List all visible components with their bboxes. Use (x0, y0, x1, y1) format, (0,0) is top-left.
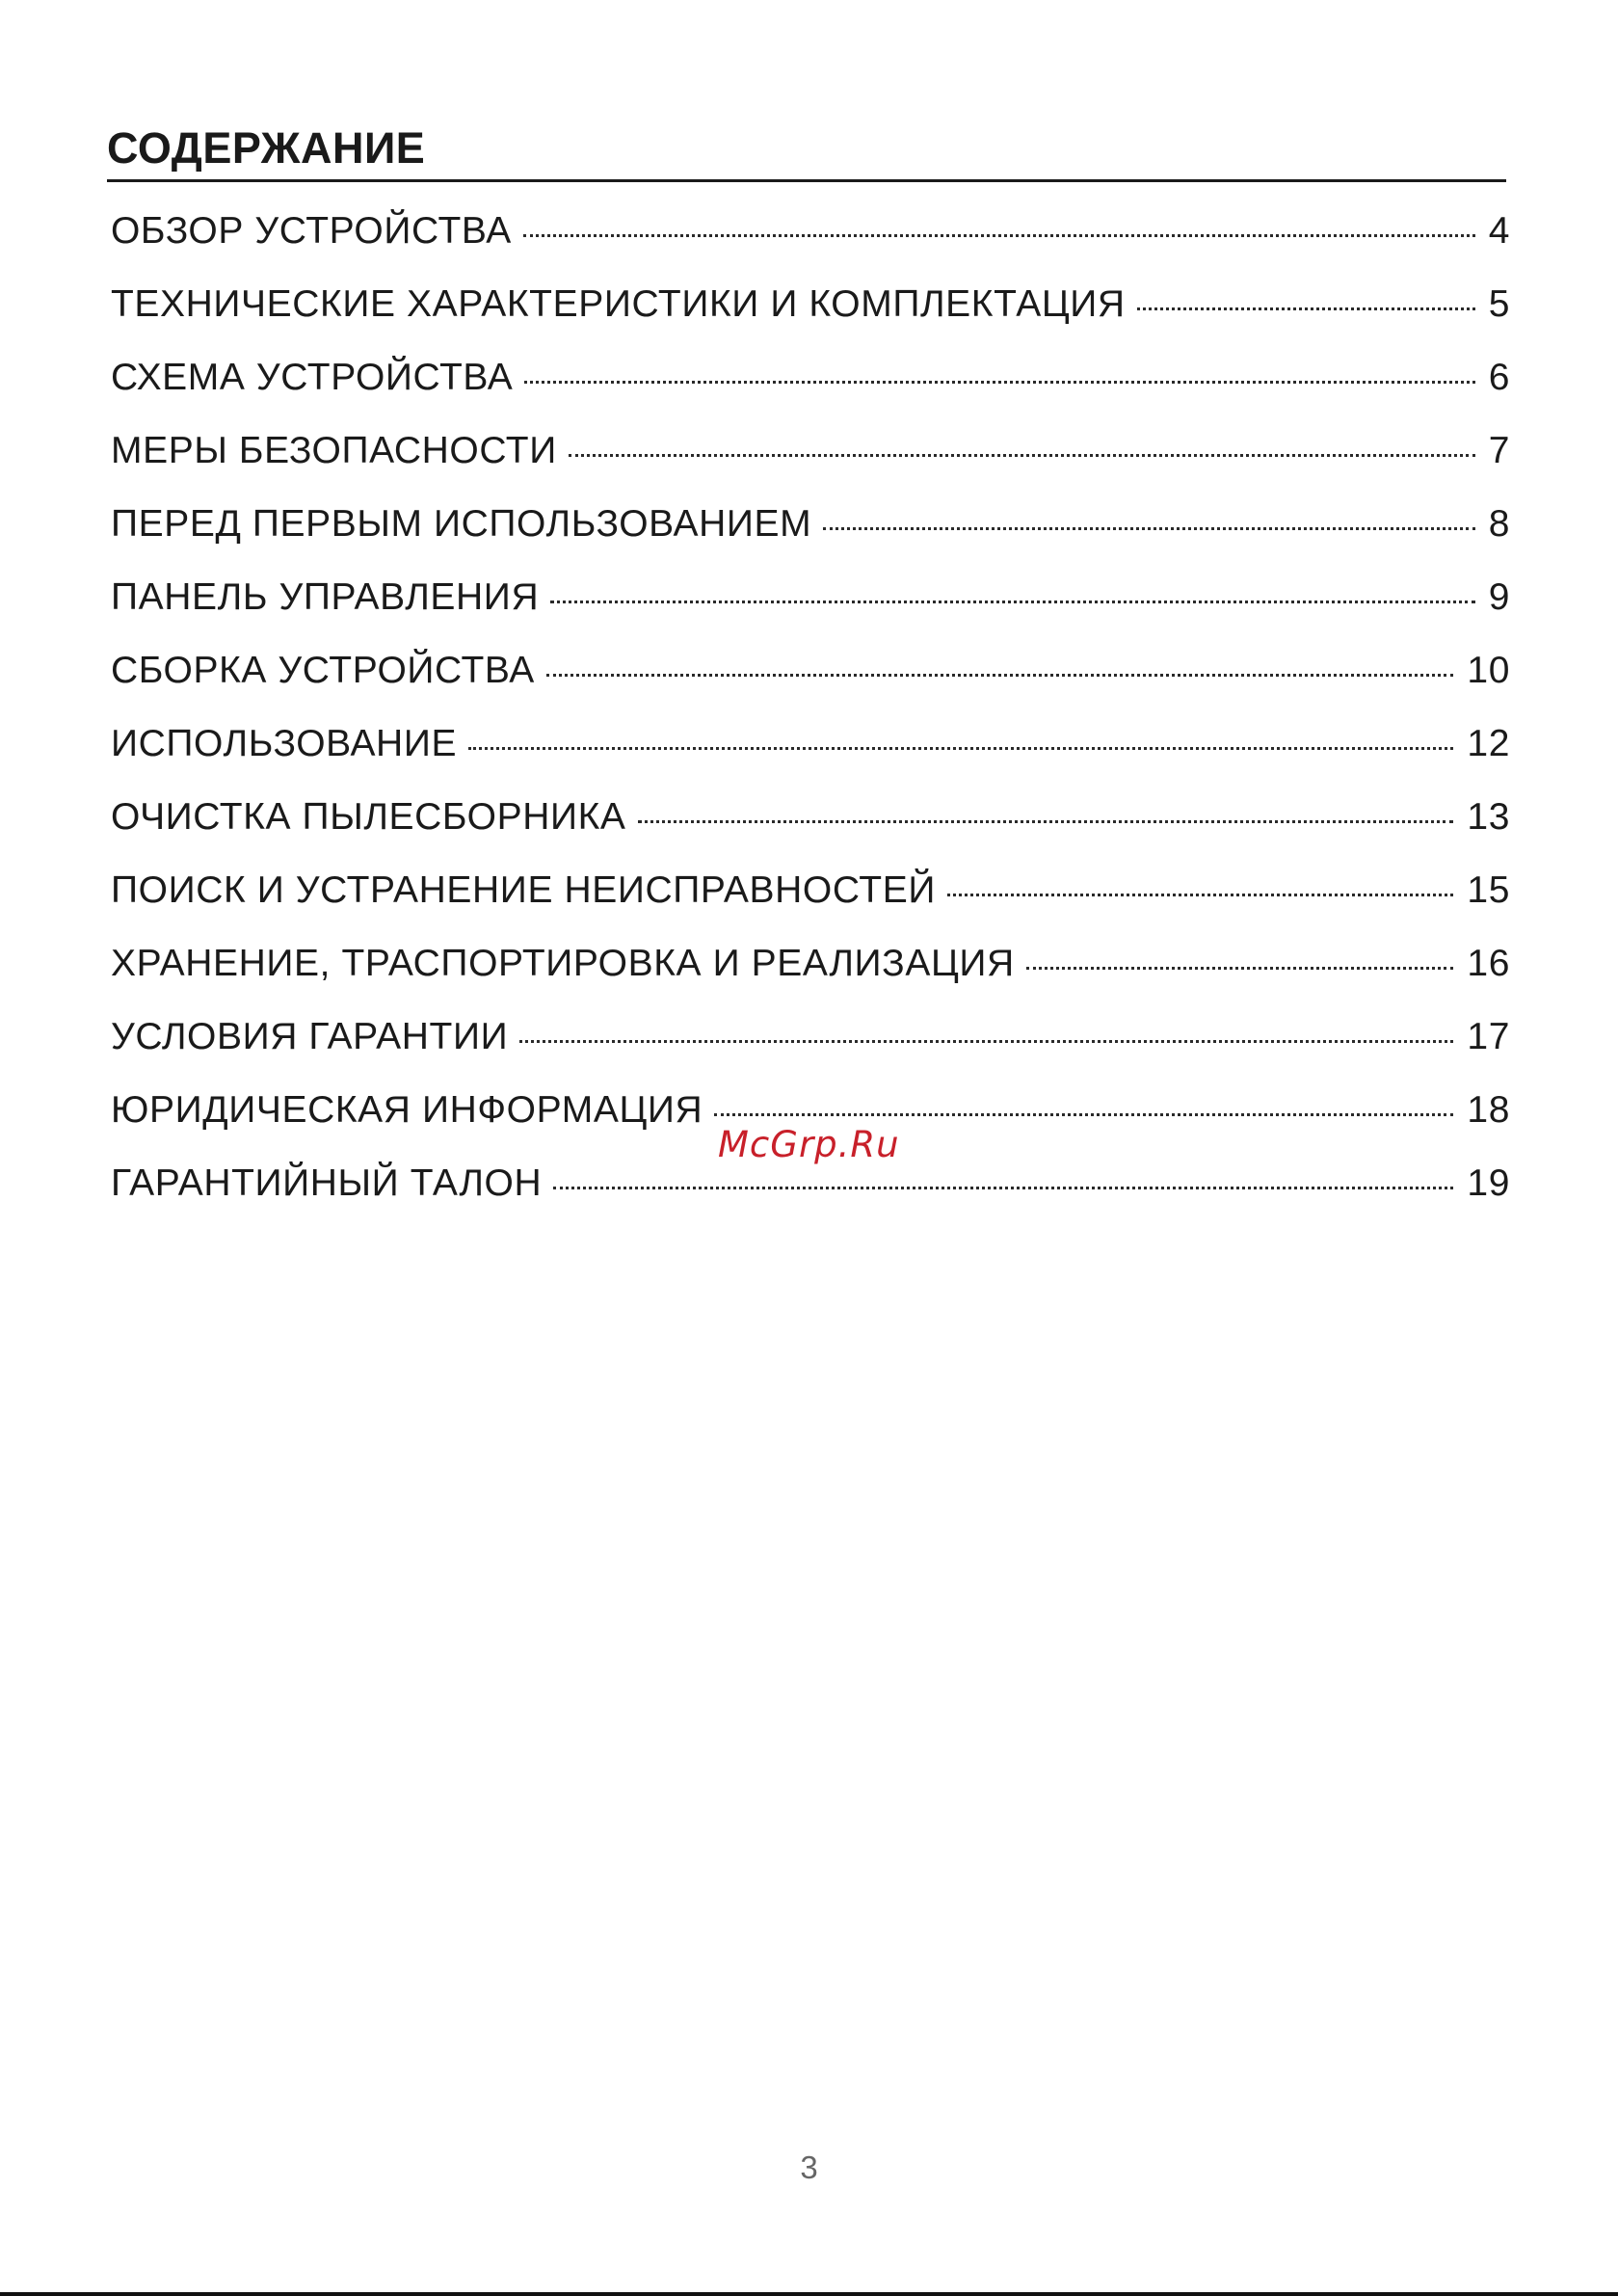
toc-entry-title: МЕРЫ БЕЗОПАСНОСТИ (111, 430, 557, 471)
toc-entry[interactable] (111, 357, 1510, 430)
toc-entry[interactable] (111, 1016, 1510, 1089)
toc-entry[interactable] (111, 869, 1510, 943)
toc-dot-leader (823, 527, 1475, 530)
toc-entry-title: ЮРИДИЧЕСКАЯ ИНФОРМАЦИЯ (111, 1089, 703, 1131)
watermark-text: McGrp.Ru (718, 1124, 900, 1165)
toc-entry-page: 15 (1467, 869, 1510, 911)
toc-entry[interactable] (111, 723, 1510, 796)
toc-entry-title: СБОРКА УСТРОЙСТВА (111, 650, 535, 691)
toc-entry-title: ПАНЕЛЬ УПРАВЛЕНИЯ (111, 576, 540, 618)
heading-divider (107, 179, 1506, 182)
page-title: СОДЕРЖАНИЕ (107, 123, 426, 173)
toc-dot-leader (546, 674, 1454, 677)
toc-entry[interactable] (111, 796, 1510, 869)
toc-entry-page: 12 (1467, 723, 1510, 764)
toc-dot-leader (519, 1040, 1453, 1043)
page-bottom-edge (0, 2292, 1618, 2296)
toc-entry[interactable] (111, 210, 1510, 283)
toc-dot-leader (553, 1187, 1453, 1189)
toc-entry[interactable] (111, 650, 1510, 723)
toc-entry[interactable] (111, 576, 1510, 650)
toc-entry-page: 4 (1488, 210, 1510, 252)
toc-entry[interactable] (111, 430, 1510, 503)
toc-dot-leader (569, 454, 1475, 457)
toc-entry-page: 13 (1467, 796, 1510, 838)
toc-entry-page: 7 (1488, 430, 1510, 471)
page-number: 3 (800, 2149, 818, 2185)
toc-entry[interactable] (111, 503, 1510, 576)
toc-entry-page: 10 (1467, 650, 1510, 691)
table-of-contents (111, 210, 1510, 1236)
toc-entry-page: 6 (1488, 357, 1510, 398)
toc-dot-leader (714, 1113, 1453, 1116)
toc-entry-title: СХЕМА УСТРОЙСТВА (111, 357, 514, 398)
toc-entry-page: 5 (1488, 283, 1510, 325)
toc-entry[interactable] (111, 943, 1510, 1016)
toc-dot-leader (468, 747, 1453, 750)
toc-dot-leader (1137, 307, 1475, 310)
toc-entry-page: 8 (1488, 503, 1510, 545)
toc-entry-page: 19 (1467, 1162, 1510, 1204)
toc-entry-title: ТЕХНИЧЕСКИЕ ХАРАКТЕРИСТИКИ И КОМПЛЕКТАЦИЯ (111, 283, 1126, 325)
toc-entry-page: 17 (1467, 1016, 1510, 1057)
toc-entry-title: УСЛОВИЯ ГАРАНТИИ (111, 1016, 509, 1057)
toc-entry[interactable] (111, 283, 1510, 357)
toc-dot-leader (638, 820, 1454, 823)
toc-entry-title: ХРАНЕНИЕ, ТРАСПОРТИРОВКА И РЕАЛИЗАЦИЯ (111, 943, 1015, 984)
toc-dot-leader (550, 601, 1474, 603)
toc-entry[interactable] (111, 1162, 1510, 1236)
toc-entry-title: ИСПОЛЬЗОВАНИЕ (111, 723, 458, 764)
toc-dot-leader (524, 381, 1474, 384)
toc-entry-page: 18 (1467, 1089, 1510, 1131)
toc-entry-title: ГАРАНТИЙНЫЙ ТАЛОН (111, 1162, 543, 1204)
toc-dot-leader (947, 894, 1453, 896)
toc-entry-page: 16 (1467, 943, 1510, 984)
toc-dot-leader (523, 234, 1475, 237)
toc-dot-leader (1026, 967, 1454, 970)
toc-entry-title: ПОИСК И УСТРАНЕНИЕ НЕИСПРАВНОСТЕЙ (111, 869, 936, 911)
toc-entry-title: ОЧИСТКА ПЫЛЕСБОРНИКА (111, 796, 626, 838)
toc-entry-title: ОБЗОР УСТРОЙСТВА (111, 210, 512, 252)
toc-entry-page: 9 (1488, 576, 1510, 618)
toc-entry-title: ПЕРЕД ПЕРВЫМ ИСПОЛЬЗОВАНИЕМ (111, 503, 812, 545)
